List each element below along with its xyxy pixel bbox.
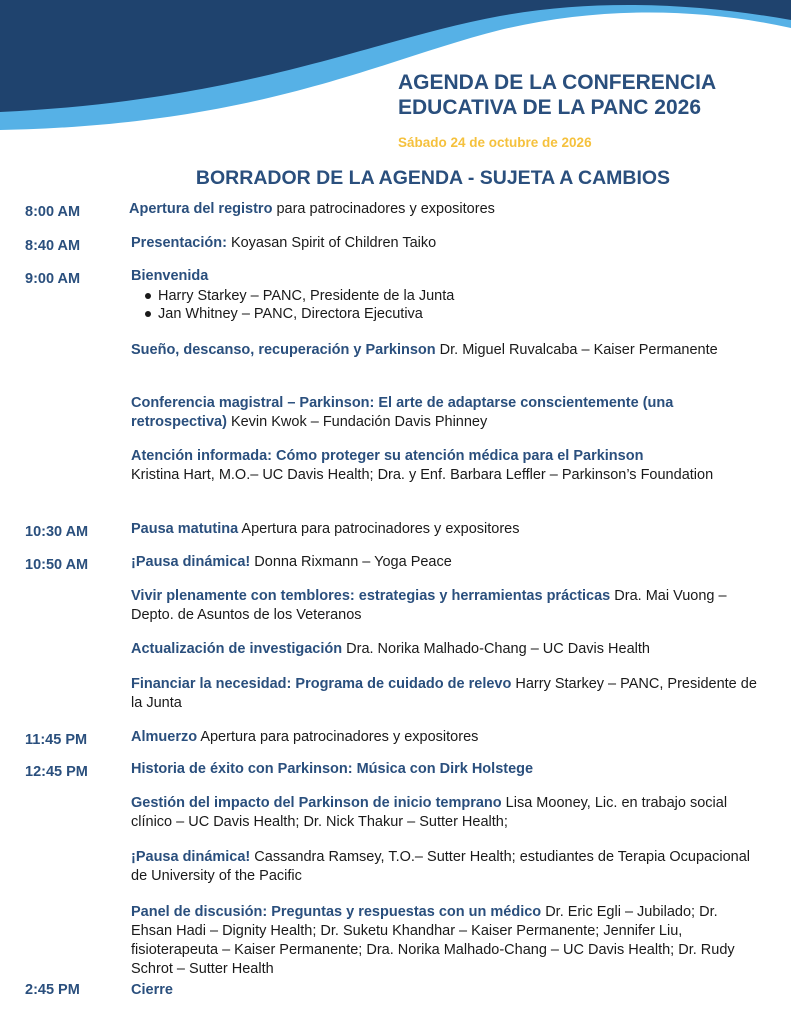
agenda-title: Apertura del registro [129,201,273,217]
agenda-details: Dra. Mai Vuong – Depto. de Asuntos de los Veteranos [131,588,727,623]
agenda-details: Lisa Mooney, Lic. en trabajo social clínico – UC Davis Health; Dr. Nick Thakur – Sutter Health; [131,795,728,830]
agenda-title: Sueño, descanso, recuperación y Parkinson [131,342,436,358]
agenda-time: 10:50 AM [25,557,89,573]
agenda-details: Kevin Kwok – Fundación Davis Phinney [230,414,488,430]
agenda-details: Harry Starkey – PANC, Presidente de la Junta [131,676,757,711]
speaker-item: Jan Whitney – PANC, Directora Ejecutiva [145,305,761,323]
agenda-details: Donna Rixmann – Yoga Peace [254,554,452,570]
agenda-title: Almuerzo [131,729,198,745]
speaker-list [131,287,761,323]
agenda-details: Dr. Miguel Ruvalcaba – Kaiser Permanente [439,342,718,358]
agenda-details: Apertura para patrocinadores y expositores [241,521,520,537]
speaker-item: Harry Starkey – PANC, Presidente de la Junta [145,287,761,305]
agenda-title: Atención informada: Cómo proteger su atención médica para el Parkinson [131,448,644,464]
agenda-title: Panel de discusión: Preguntas y respuestas con un médico [131,904,542,920]
agenda-details: Apertura para patrocinadores y expositores [200,729,479,745]
conference-date: Sábado 24 de octubre de 2026 [398,135,592,150]
agenda-title: Vivir plenamente con temblores: estrategias y herramientas prácticas [131,588,611,604]
agenda-title: Historia de éxito con Parkinson: Música con Dirk Holstege [131,761,534,777]
title-line-1: AGENDA DE LA CONFERENCIA [398,71,717,94]
title-line-2: EDUCATIVA DE LA PANC 2026 [398,96,701,119]
agenda-time: 8:00 AM [25,204,81,220]
agenda-time: 2:45 PM [25,982,80,998]
agenda-title: ¡Pausa dinámica! [131,554,251,570]
agenda-time: 12:45 PM [25,764,88,780]
agenda-details: Dra. Norika Malhado-Chang – UC Davis Health [346,641,650,657]
agenda-details: para patrocinadores y expositores [276,201,495,217]
agenda-time: 8:40 AM [25,238,81,254]
agenda-details: Kristina Hart, M.O.– UC Davis Health; Dra. y Enf. Barbara Leffler – Parkinson’s Foundation [131,467,714,483]
agenda-title: Financiar la necesidad: Programa de cuidado de relevo [131,676,512,692]
agenda-title: Bienvenida [131,268,209,284]
agenda-details: Dr. Eric Egli – Jubilado; Dr. Ehsan Hadi – Dignity Health; Dr. Suketu Khandhar – Kaiser Permanente; Jennifer Liu, fisioterapeuta – Kaiser Permanente; Dra. Norika Malhado-Chang – UC Davis Health; Dr. Rudy Schrot – Sutter Health [131,904,735,977]
draft-agenda-subtitle: BORRADOR DE LA AGENDA - SUJETA A CAMBIOS [195,167,671,189]
conference-title [398,70,778,120]
agenda-details: Cassandra Ramsey, T.O.– Sutter Health; estudiantes de Terapia Ocupacional de University of the Pacific [131,849,750,884]
agenda-title: Presentación: [131,235,227,251]
agenda-title: ¡Pausa dinámica! [131,849,251,865]
agenda-title: Actualización de investigación [131,641,343,657]
agenda-title: Gestión del impacto del Parkinson de inicio temprano [131,795,502,811]
agenda-details: Koyasan Spirit of Children Taiko [230,235,437,251]
agenda-time: 9:00 AM [25,271,81,287]
agenda-title: Pausa matutina [131,521,239,537]
agenda-title: Conferencia magistral – Parkinson: El arte de adaptarse conscientemente (una retrospectiva) [131,395,674,430]
agenda-time: 10:30 AM [25,524,89,540]
agenda-time: 11:45 PM [25,732,88,748]
agenda-title: Cierre [131,982,173,998]
